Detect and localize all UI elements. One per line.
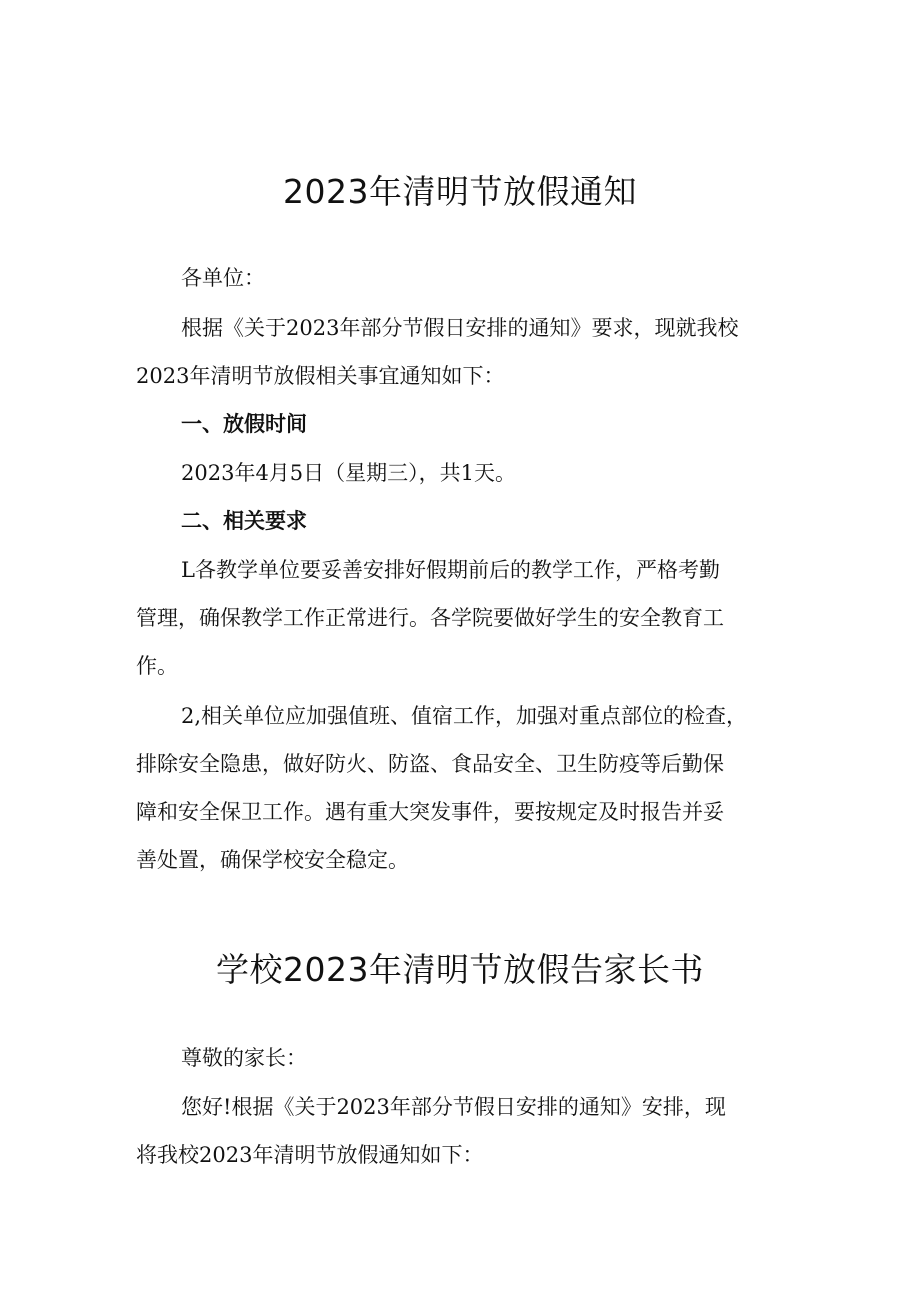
item-2-line-2: 排除安全隐患，做好防火、防盗、食品安全、卫生防疫等后勤保	[136, 752, 724, 776]
item-1-line-2: 管理，确保教学工作正常进行。各学院要做好学生的安全教育工	[136, 606, 724, 630]
item-2-line-4: 善处置，确保学校安全稳定。	[136, 848, 409, 872]
section-1-text: 2023年4月5日（星期三），共1天。	[181, 461, 517, 485]
notice-intro-line-1: 根据《关于2023年部分节假日安排的通知》要求，现就我校	[181, 316, 739, 340]
letter-salutation: 尊敬的家长：	[181, 1046, 307, 1070]
notice-title: 2023年清明节放假通知	[283, 172, 637, 211]
item-2-line-1: 2,相关单位应加强值班、值宿工作，加强对重点部位的检查，	[181, 704, 748, 728]
section-2-heading: 二、相关要求	[181, 509, 307, 533]
notice-intro-line-2: 2023年清明节放假相关事宜通知如下：	[136, 364, 505, 388]
letter-body-line-1: 您好!根据《关于2023年部分节假日安排的通知》安排，现	[181, 1095, 726, 1119]
letter-body-line-2: 将我校2023年清明节放假通知如下：	[136, 1143, 484, 1167]
section-1-heading: 一、放假时间	[181, 412, 307, 436]
letter-title: 学校2023年清明节放假告家长书	[216, 950, 704, 989]
notice-salutation: 各单位：	[181, 266, 265, 290]
item-1-line-1: L各教学单位要妥善安排好假期前后的教学工作，严格考勤	[181, 558, 720, 582]
item-2-line-3: 障和安全保卫工作。遇有重大突发事件，要按规定及时报告并妥	[136, 800, 724, 824]
item-1-line-3: 作。	[136, 654, 178, 678]
